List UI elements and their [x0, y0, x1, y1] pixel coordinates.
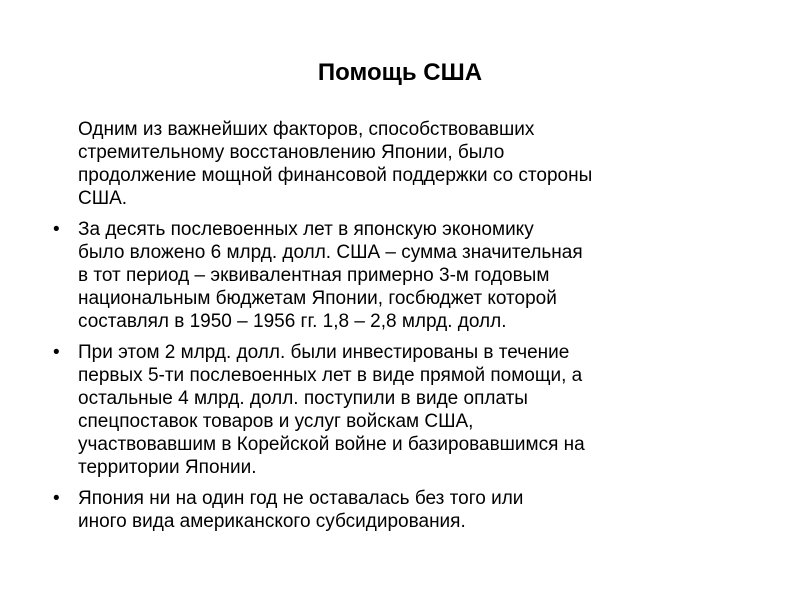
paragraph-text: Япония ни на один год не оставалась без того или иного вида американского субсидирования.: [78, 488, 524, 532]
paragraph-investment-total: [48, 218, 748, 333]
slide-title: Помощь США: [317, 59, 483, 86]
bullet-marker: •: [53, 219, 60, 240]
paragraph-text: Одним из важнейших факторов, способствовавших стремительному восстановлению Японии, было продолжение мощной финансовой поддержки со стороны США.: [78, 119, 593, 209]
paragraph-text: При этом 2 млрд. долл. были инвестированы в течение первых 5-ти послевоенных лет в виде прямой помощи, а остальные 4 млрд. долл. поступили в виде оплаты спецпоставок товаров и услуг войскам США, участвовавшим в Корейской войне и базировавшимся на территории Японии.: [78, 342, 585, 478]
paragraph-intro: [48, 118, 748, 210]
paragraph-text: За десять послевоенных лет в японскую экономику было вложено 6 млрд. долл. США – сумма значительная в тот период – эквивалентная примерно 3-м годовым национальным бюджетам Японии, госбюджет которой составлял в 1950 – 1956 гг. 1,8 – 2,8 млрд. долл.: [78, 219, 583, 332]
paragraph-subsidies: [48, 487, 748, 533]
bullet-marker: •: [53, 342, 60, 363]
paragraph-investment-breakdown: [48, 341, 748, 479]
bullet-marker: •: [53, 488, 60, 509]
slide-body: [48, 118, 748, 541]
